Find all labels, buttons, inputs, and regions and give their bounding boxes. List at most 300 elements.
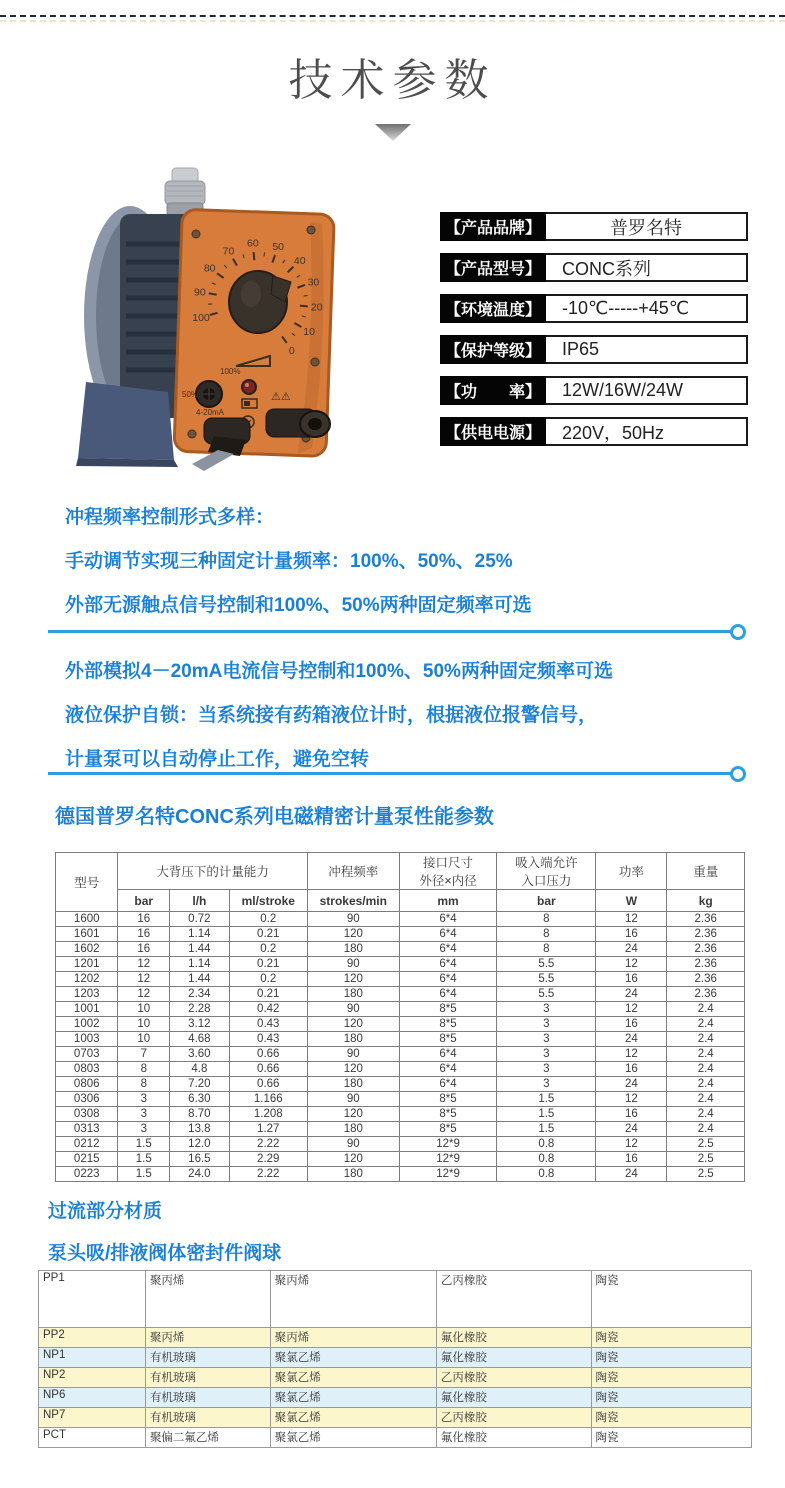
spec-row-brand: [440, 212, 748, 241]
table-cell: 6*4: [399, 942, 497, 957]
table-cell: 6*4: [399, 972, 497, 987]
material-cell: 陶瓷: [591, 1408, 751, 1428]
table-cell: 24: [596, 1167, 667, 1182]
col-header-capacity: 大背压下的计量能力: [118, 853, 307, 890]
col-header-power: 功率: [596, 853, 667, 890]
table-cell: 0.8: [497, 1152, 596, 1167]
materials-section-title: 过流部分材质: [48, 1201, 163, 1222]
table-cell: 90: [307, 1002, 399, 1017]
table-row: [56, 957, 745, 972]
table-cell: 10: [118, 1032, 170, 1047]
table-cell: 12*9: [399, 1137, 497, 1152]
table-cell: 180: [307, 1122, 399, 1137]
material-cell: 陶瓷: [591, 1271, 751, 1328]
table-cell: 0.66: [229, 1077, 307, 1092]
table-cell: 0306: [56, 1092, 118, 1107]
spec-label: 【环境温度】: [440, 294, 546, 323]
table-cell: 2.36: [667, 957, 745, 972]
materials-table: [38, 1270, 752, 1448]
unit-header-cell: strokes/min: [307, 890, 399, 912]
spec-value: 12W/16W/24W: [546, 376, 748, 405]
table-cell: 12: [118, 972, 170, 987]
table-cell: 0.21: [229, 927, 307, 942]
table-cell: 3.12: [170, 1017, 230, 1032]
features-block-2: [65, 650, 613, 782]
table-cell: 6*4: [399, 912, 497, 927]
table-row: [56, 1062, 745, 1077]
table-cell: 0308: [56, 1107, 118, 1122]
table-cell: 7.20: [170, 1077, 230, 1092]
feature-line: 外部无源触点信号控制和100%、50%两种固定频率可选: [65, 595, 532, 616]
led-indicator: [242, 380, 256, 394]
table-cell: 8: [497, 942, 596, 957]
table-cell: 2.4: [667, 1002, 745, 1017]
dial-number: 50: [272, 241, 285, 254]
material-cell: 乙丙橡胶: [436, 1271, 591, 1328]
table-cell: 0.72: [170, 912, 230, 927]
table-cell: 120: [307, 1152, 399, 1167]
table-cell: 6*4: [399, 987, 497, 1002]
table-cell: 0703: [56, 1047, 118, 1062]
spec-value: CONC系列: [546, 253, 748, 282]
table-cell: 2.4: [667, 1062, 745, 1077]
table-cell: 2.22: [229, 1167, 307, 1182]
table-cell: 12: [596, 1002, 667, 1017]
material-cell: 陶瓷: [591, 1368, 751, 1388]
table-cell: 3.60: [170, 1047, 230, 1062]
unit-header-cell: bar: [118, 890, 170, 912]
dial-tick: [209, 293, 217, 294]
table-cell: 3: [118, 1107, 170, 1122]
table-cell: 120: [307, 927, 399, 942]
table-cell: 12: [118, 987, 170, 1002]
table-cell: 180: [307, 987, 399, 1002]
table-cell: 1.5: [497, 1122, 596, 1137]
table-cell: 1601: [56, 927, 118, 942]
table-cell: 0.8: [497, 1167, 596, 1182]
table-cell: 5.5: [497, 957, 596, 972]
table-cell: 5.5: [497, 987, 596, 1002]
table-cell: 0313: [56, 1122, 118, 1137]
table-cell: 180: [307, 1167, 399, 1182]
table-cell: 1602: [56, 942, 118, 957]
table-cell: 0215: [56, 1152, 118, 1167]
material-cell: PP2: [39, 1328, 146, 1348]
table-cell: 8*5: [399, 1032, 497, 1047]
material-cell: 聚丙烯: [270, 1271, 436, 1328]
table-cell: 3: [497, 1077, 596, 1092]
material-cell: 氟化橡胶: [436, 1348, 591, 1368]
dial-number: 60: [247, 237, 259, 250]
table-row: [56, 942, 745, 957]
chevron-down-icon: [374, 122, 412, 142]
table-cell: 13.8: [170, 1122, 230, 1137]
table-cell: 16: [596, 1107, 667, 1122]
top-dashed-divider: [0, 15, 785, 17]
col-header-suction: [497, 853, 596, 890]
table-row: [56, 1047, 745, 1062]
spec-label: 【功 率】: [440, 376, 546, 405]
table-cell: 12: [596, 1047, 667, 1062]
material-cell: NP1: [39, 1348, 146, 1368]
dial-number: 20: [310, 301, 323, 314]
table-cell: 4.8: [170, 1062, 230, 1077]
table-cell: 12.0: [170, 1137, 230, 1152]
table-cell: 16: [596, 1017, 667, 1032]
material-row: [39, 1348, 752, 1368]
table-row: [56, 1107, 745, 1122]
pump-photo: [68, 166, 404, 472]
table-cell: 1.44: [170, 942, 230, 957]
material-cell: PP1: [39, 1271, 146, 1328]
feature-line: 手动调节实现三种固定计量频率：100%、50%、25%: [65, 551, 513, 572]
dial-number: 80: [203, 262, 216, 275]
table-cell: 6*4: [399, 957, 497, 972]
feature-line: 计量泵可以自动停止工作，避免空转: [65, 749, 370, 770]
table-cell: 1.5: [118, 1167, 170, 1182]
material-cell: 陶瓷: [591, 1328, 751, 1348]
material-cell: 聚氯乙烯: [270, 1408, 436, 1428]
section-divider: [48, 630, 738, 633]
port-size-line1: 接口尺寸: [423, 856, 474, 870]
table-cell: 2.34: [170, 987, 230, 1002]
spec-label: 【产品品牌】: [440, 212, 546, 241]
material-cell: 聚氯乙烯: [270, 1368, 436, 1388]
table-cell: 2.4: [667, 1032, 745, 1047]
table-cell: 180: [307, 1032, 399, 1047]
material-cell: 聚氯乙烯: [270, 1388, 436, 1408]
material-cell: 聚氯乙烯: [270, 1428, 436, 1448]
table-cell: 3: [497, 1002, 596, 1017]
material-cell: 陶瓷: [591, 1348, 751, 1368]
table-cell: 8*5: [399, 1002, 497, 1017]
port-size-line2: 外径×内径: [419, 874, 477, 888]
table-cell: 1.5: [497, 1107, 596, 1122]
col-header-port-size: [399, 853, 497, 890]
table-cell: 120: [307, 1062, 399, 1077]
dial-number: 70: [222, 245, 235, 258]
table-cell: 16: [118, 927, 170, 942]
table-cell: 180: [307, 1077, 399, 1092]
table-cell: 24: [596, 1032, 667, 1047]
dial-number: 0: [288, 344, 295, 357]
table-cell: 90: [307, 912, 399, 927]
unit-header-cell: l/h: [170, 890, 230, 912]
table-cell: 2.4: [667, 1107, 745, 1122]
material-row: [39, 1428, 752, 1448]
col-header-stroke-freq: 冲程频率: [307, 853, 399, 890]
dial-tick: [300, 306, 308, 307]
material-row: [39, 1328, 752, 1348]
table-cell: 2.36: [667, 942, 745, 957]
table-cell: 6*4: [399, 927, 497, 942]
mode-label-50: 50%: [182, 390, 199, 399]
table-cell: 90: [307, 957, 399, 972]
table-cell: 16: [596, 1062, 667, 1077]
table-cell: 0.2: [229, 972, 307, 987]
table-cell: 6*4: [399, 1077, 497, 1092]
table-cell: 3: [118, 1122, 170, 1137]
material-cell: 聚丙烯: [270, 1328, 436, 1348]
table-cell: 2.5: [667, 1152, 745, 1167]
table-cell: 1.208: [229, 1107, 307, 1122]
divider-ring: [730, 766, 746, 782]
table-row: [56, 987, 745, 1002]
table-cell: 1.27: [229, 1122, 307, 1137]
material-cell: 陶瓷: [591, 1388, 751, 1408]
material-cell: 聚丙烯: [145, 1328, 270, 1348]
table-cell: 0.42: [229, 1002, 307, 1017]
table-cell: 12*9: [399, 1152, 497, 1167]
feature-line: 冲程频率控制形式多样：: [65, 507, 275, 528]
material-cell: 氟化橡胶: [436, 1388, 591, 1408]
table-row: [56, 912, 745, 927]
table-cell: 2.4: [667, 1047, 745, 1062]
table-cell: 12: [596, 1092, 667, 1107]
table-cell: 0806: [56, 1077, 118, 1092]
table-cell: 90: [307, 1092, 399, 1107]
table-cell: 3: [497, 1017, 596, 1032]
table-cell: 8*5: [399, 1017, 497, 1032]
unit-header-cell: bar: [497, 890, 596, 912]
table-cell: 5.5: [497, 972, 596, 987]
table-cell: 1.5: [497, 1092, 596, 1107]
table-cell: 8: [497, 912, 596, 927]
material-cell: 聚氯乙烯: [270, 1348, 436, 1368]
dial-number: 40: [293, 254, 306, 267]
table-cell: 0.66: [229, 1047, 307, 1062]
table-cell: 6*4: [399, 1047, 497, 1062]
table-cell: 8*5: [399, 1107, 497, 1122]
material-row: [39, 1408, 752, 1428]
material-cell: 乙丙橡胶: [436, 1368, 591, 1388]
material-cell: NP2: [39, 1368, 146, 1388]
col-header-model: 型号: [56, 853, 118, 912]
table-row: [56, 1137, 745, 1152]
table-cell: 8: [118, 1062, 170, 1077]
table-row: [56, 1017, 745, 1032]
spec-row-model: [440, 253, 748, 282]
table-cell: 2.5: [667, 1167, 745, 1182]
table-cell: 3: [497, 1062, 596, 1077]
material-cell: 氟化橡胶: [436, 1428, 591, 1448]
dial-number: 100: [192, 311, 210, 324]
table-cell: 24: [596, 1077, 667, 1092]
table-cell: 0.43: [229, 1017, 307, 1032]
table-cell: 12: [596, 1137, 667, 1152]
table-cell: 2.4: [667, 1092, 745, 1107]
table-cell: 2.28: [170, 1002, 230, 1017]
spec-row-protection: [440, 335, 748, 364]
table-cell: 1.14: [170, 927, 230, 942]
table-cell: 0803: [56, 1062, 118, 1077]
material-cell: NP7: [39, 1408, 146, 1428]
table-cell: 16: [118, 942, 170, 957]
table-cell: 2.36: [667, 972, 745, 987]
table-cell: 120: [307, 972, 399, 987]
suction-line2: 入口压力: [521, 874, 572, 888]
table-cell: 16: [596, 972, 667, 987]
material-cell: 有机玻璃: [145, 1388, 270, 1408]
dial-tick: [254, 252, 255, 260]
table-cell: 24.0: [170, 1167, 230, 1182]
material-cell: 聚丙烯: [145, 1271, 270, 1328]
spec-label: 【供电电源】: [440, 417, 546, 446]
table-cell: 10: [118, 1017, 170, 1032]
table-cell: 8*5: [399, 1122, 497, 1137]
spec-row-temperature: [440, 294, 748, 323]
table-cell: 1.5: [118, 1137, 170, 1152]
warning-icon: ⚠⚠: [271, 391, 291, 403]
material-cell: 聚偏二氟乙烯: [145, 1428, 270, 1448]
material-cell: NP6: [39, 1388, 146, 1408]
table-cell: 3: [497, 1047, 596, 1062]
table-cell: 0223: [56, 1167, 118, 1182]
table-cell: 2.22: [229, 1137, 307, 1152]
dial-minor-tick: [304, 295, 308, 296]
table-cell: 8: [118, 1077, 170, 1092]
table-cell: 0212: [56, 1137, 118, 1152]
table-cell: 2.5: [667, 1137, 745, 1152]
table-cell: 3: [497, 1032, 596, 1047]
table-cell: 1002: [56, 1017, 118, 1032]
table-row: [56, 1032, 745, 1047]
table-cell: 1202: [56, 972, 118, 987]
table-cell: 0.2: [229, 942, 307, 957]
table-row: [56, 1167, 745, 1182]
feature-line: 液位保护自锁：当系统接有药箱液位计时，根据液位报警信号，: [65, 705, 598, 726]
table-cell: 1.5: [118, 1152, 170, 1167]
table-cell: 2.4: [667, 1122, 745, 1137]
table-cell: 0.2: [229, 912, 307, 927]
table-row: [56, 972, 745, 987]
table-cell: 1600: [56, 912, 118, 927]
spec-label: 【保护等级】: [440, 335, 546, 364]
table-cell: 0.21: [229, 957, 307, 972]
table-cell: 1.166: [229, 1092, 307, 1107]
mode-label-420: 4-20mA: [196, 408, 225, 417]
suction-line1: 吸入端允许: [515, 856, 578, 870]
discharge-valve: [266, 409, 330, 437]
spec-list: [440, 212, 748, 458]
spec-label: 【产品型号】: [440, 253, 546, 282]
table-cell: 12: [596, 957, 667, 972]
material-cell: 乙丙橡胶: [436, 1408, 591, 1428]
table-cell: 1201: [56, 957, 118, 972]
table-cell: 8*5: [399, 1092, 497, 1107]
spec-row-supply: [440, 417, 748, 446]
table-cell: 0.8: [497, 1137, 596, 1152]
divider-ring: [730, 624, 746, 640]
table-cell: 1003: [56, 1032, 118, 1047]
material-cell: 氟化橡胶: [436, 1328, 591, 1348]
table-cell: 1.44: [170, 972, 230, 987]
table-row: [56, 1092, 745, 1107]
material-cell: 有机玻璃: [145, 1368, 270, 1388]
table-cell: 4.68: [170, 1032, 230, 1047]
table-cell: 12: [596, 912, 667, 927]
dial-minor-tick: [264, 252, 265, 256]
dial-number: 90: [194, 286, 206, 299]
table-cell: 8.70: [170, 1107, 230, 1122]
dial-number: 30: [307, 276, 320, 289]
table-cell: 10: [118, 1002, 170, 1017]
material-cell: PCT: [39, 1428, 146, 1448]
table-row: [56, 927, 745, 942]
table-cell: 16: [596, 927, 667, 942]
table-row: [56, 1152, 745, 1167]
table-cell: 24: [596, 987, 667, 1002]
table-cell: 1001: [56, 1002, 118, 1017]
table-cell: 8: [497, 927, 596, 942]
table-cell: 12*9: [399, 1167, 497, 1182]
spec-value: -10℃-----+45℃: [546, 294, 748, 323]
table-cell: 2.4: [667, 1017, 745, 1032]
pump-cap: [165, 168, 205, 215]
material-row: [39, 1388, 752, 1408]
table-row: [56, 1077, 745, 1092]
table-cell: 90: [307, 1137, 399, 1152]
unit-header-cell: ml/stroke: [229, 890, 307, 912]
performance-table: [55, 852, 745, 1182]
spec-value: 220V，50Hz: [546, 417, 748, 446]
table-cell: 90: [307, 1047, 399, 1062]
table-cell: 120: [307, 1107, 399, 1122]
table-cell: 0.21: [229, 987, 307, 1002]
spec-value: IP65: [546, 335, 748, 364]
table-cell: 0.43: [229, 1032, 307, 1047]
performance-table-title: 德国普罗名特CONC系列电磁精密计量泵性能参数: [55, 806, 494, 828]
table-cell: 2.4: [667, 1077, 745, 1092]
page-title: 技术参数: [288, 56, 497, 105]
material-row: [39, 1271, 752, 1328]
material-cell: 有机玻璃: [145, 1348, 270, 1368]
spec-row-power: [440, 376, 748, 405]
table-cell: 24: [596, 1122, 667, 1137]
section-divider: [48, 772, 738, 775]
unit-header-cell: mm: [399, 890, 497, 912]
table-cell: 6.30: [170, 1092, 230, 1107]
features-block-1: [65, 496, 532, 628]
table-cell: 1203: [56, 987, 118, 1002]
table-cell: 2.36: [667, 987, 745, 1002]
material-cell: 有机玻璃: [145, 1408, 270, 1428]
feature-line: 外部模拟4－20mA电流信号控制和100%、50%两种固定频率可选: [65, 661, 613, 682]
table-cell: 16: [596, 1152, 667, 1167]
table-cell: 2.29: [229, 1152, 307, 1167]
table-cell: 12: [118, 957, 170, 972]
top-dashed-divider-shadow: [0, 20, 785, 22]
table-cell: 16.5: [170, 1152, 230, 1167]
materials-subtitle: 泵头吸/排液阀体密封件阀球: [48, 1243, 282, 1264]
table-cell: 7: [118, 1047, 170, 1062]
material-cell: 陶瓷: [591, 1428, 751, 1448]
mode-label-100: 100%: [220, 367, 241, 376]
dial-number: 10: [303, 326, 315, 338]
table-cell: 6*4: [399, 1062, 497, 1077]
material-row: [39, 1368, 752, 1388]
table-row: [56, 1002, 745, 1017]
table-cell: 0.66: [229, 1062, 307, 1077]
table-cell: 24: [596, 942, 667, 957]
table-cell: 3: [118, 1092, 170, 1107]
table-cell: 1.14: [170, 957, 230, 972]
table-cell: 180: [307, 942, 399, 957]
spec-value: 普罗名特: [546, 212, 748, 241]
table-cell: 120: [307, 1017, 399, 1032]
table-cell: 2.36: [667, 927, 745, 942]
table-cell: 16: [118, 912, 170, 927]
